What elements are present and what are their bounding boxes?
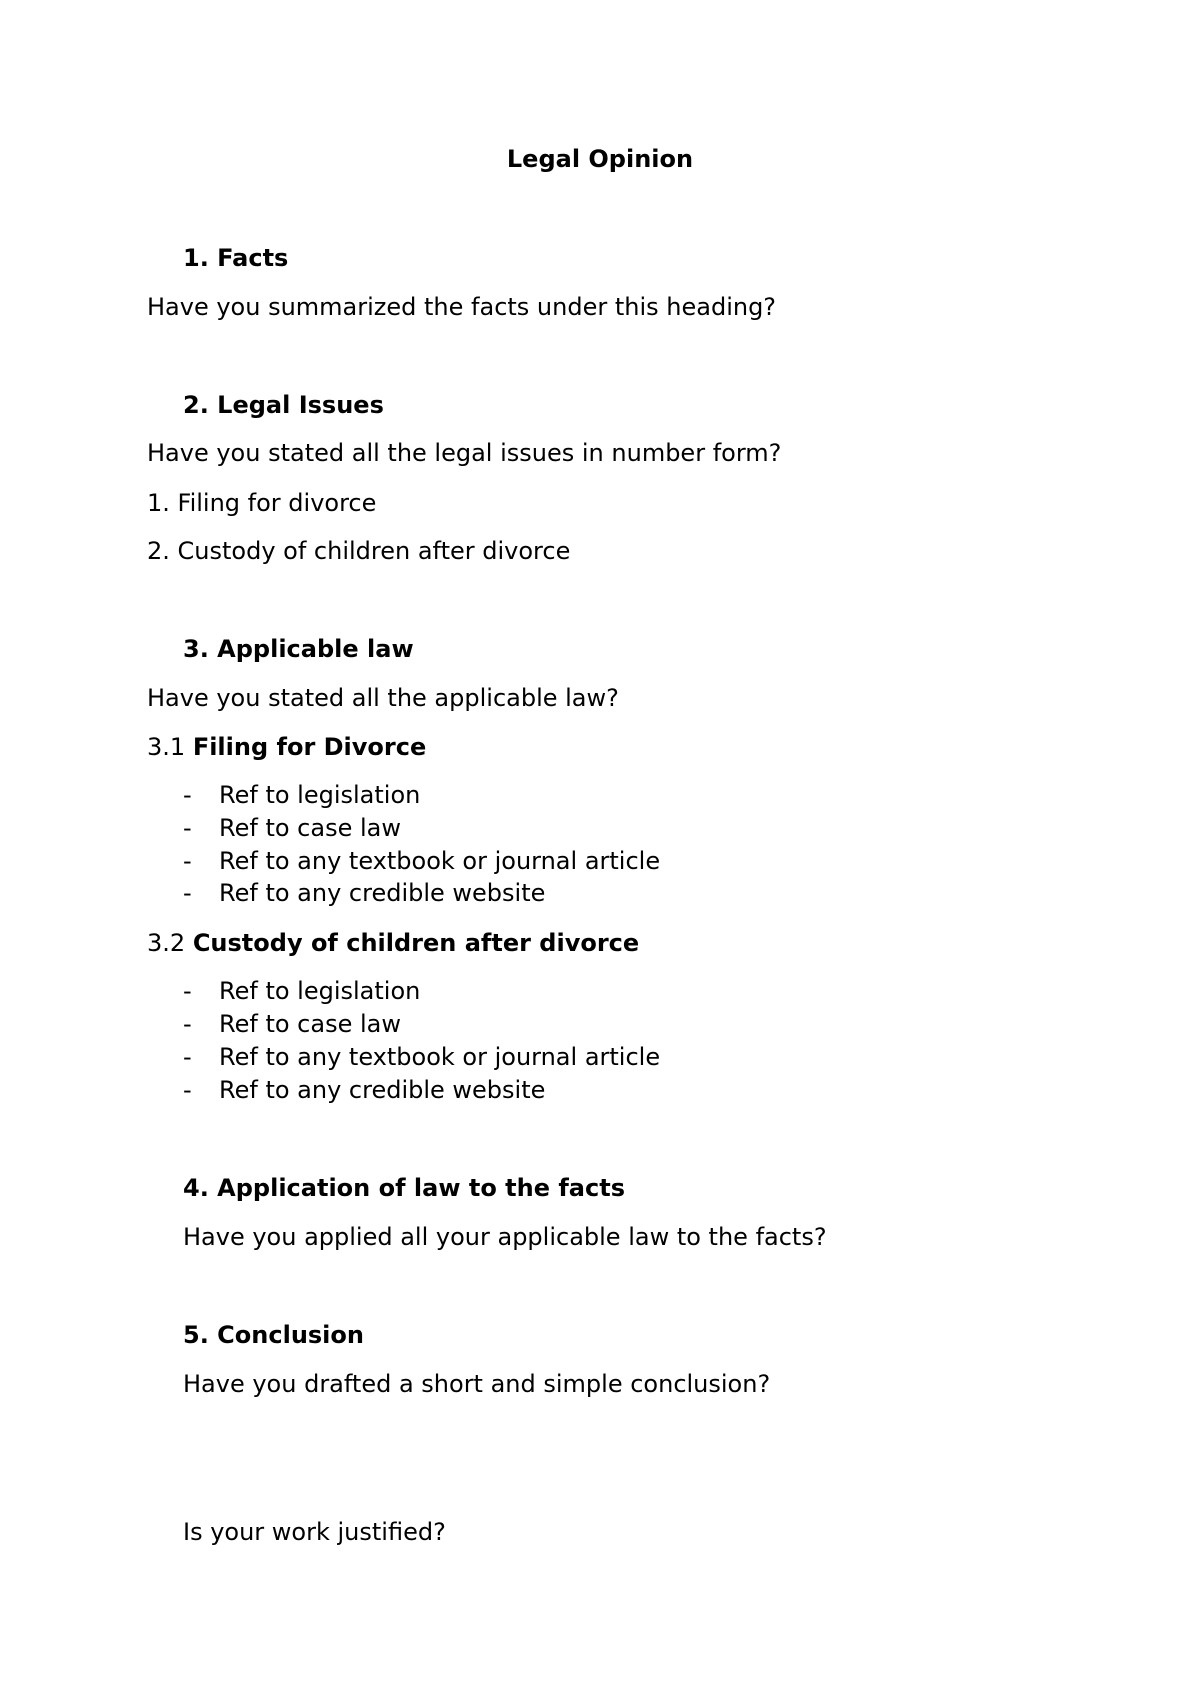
page-title: Legal Opinion — [506, 145, 694, 173]
subsection-title: Filing for Divorce — [192, 733, 427, 761]
section-body-conclusion: Have you drafted a short and simple conclusion? — [183, 1370, 771, 1398]
subsection-heading-filing-for-divorce — [147, 735, 426, 759]
bullet-item: Ref to any credible website — [219, 879, 546, 907]
bullet-marker: - — [183, 1010, 192, 1038]
subsection-number: 3.2 — [147, 929, 186, 957]
section-heading-legal-issues: 2. Legal Issues — [183, 391, 384, 419]
bullet-item: Ref to legislation — [219, 977, 421, 1005]
bullet-item: Ref to any textbook or journal article — [219, 847, 661, 875]
subsection-number: 3.1 — [147, 733, 186, 761]
bullet-marker: - — [183, 879, 192, 907]
section-heading-conclusion: 5. Conclusion — [183, 1321, 364, 1349]
bullet-marker: - — [183, 1043, 192, 1071]
section-heading-facts: 1. Facts — [183, 244, 289, 272]
section-heading-applicable-law: 3. Applicable law — [183, 635, 414, 663]
bullet-item: Ref to legislation — [219, 781, 421, 809]
bullet-marker: - — [183, 977, 192, 1005]
bullet-item: Ref to any credible website — [219, 1076, 546, 1104]
bullet-item: Ref to case law — [219, 1010, 401, 1038]
bullet-marker: - — [183, 781, 192, 809]
bullet-marker: - — [183, 814, 192, 842]
section-body-application: Have you applied all your applicable law to the facts? — [183, 1223, 827, 1251]
section-body-facts: Have you summarized the facts under this heading? — [147, 293, 777, 321]
bullet-item: Ref to any textbook or journal article — [219, 1043, 661, 1071]
legal-issue-item: 2. Custody of children after divorce — [147, 537, 571, 565]
bullet-item: Ref to case law — [219, 814, 401, 842]
section-body-applicable-law: Have you stated all the applicable law? — [147, 684, 619, 712]
subsection-title: Custody of children after divorce — [192, 929, 640, 957]
legal-issue-item: 1. Filing for divorce — [147, 489, 377, 517]
subsection-heading-custody — [147, 931, 639, 955]
section-body-legal-issues: Have you stated all the legal issues in number form? — [147, 439, 782, 467]
section-heading-application: 4. Application of law to the facts — [183, 1174, 625, 1202]
bullet-marker: - — [183, 847, 192, 875]
bullet-marker: - — [183, 1076, 192, 1104]
closing-question: Is your work justified? — [183, 1518, 446, 1546]
